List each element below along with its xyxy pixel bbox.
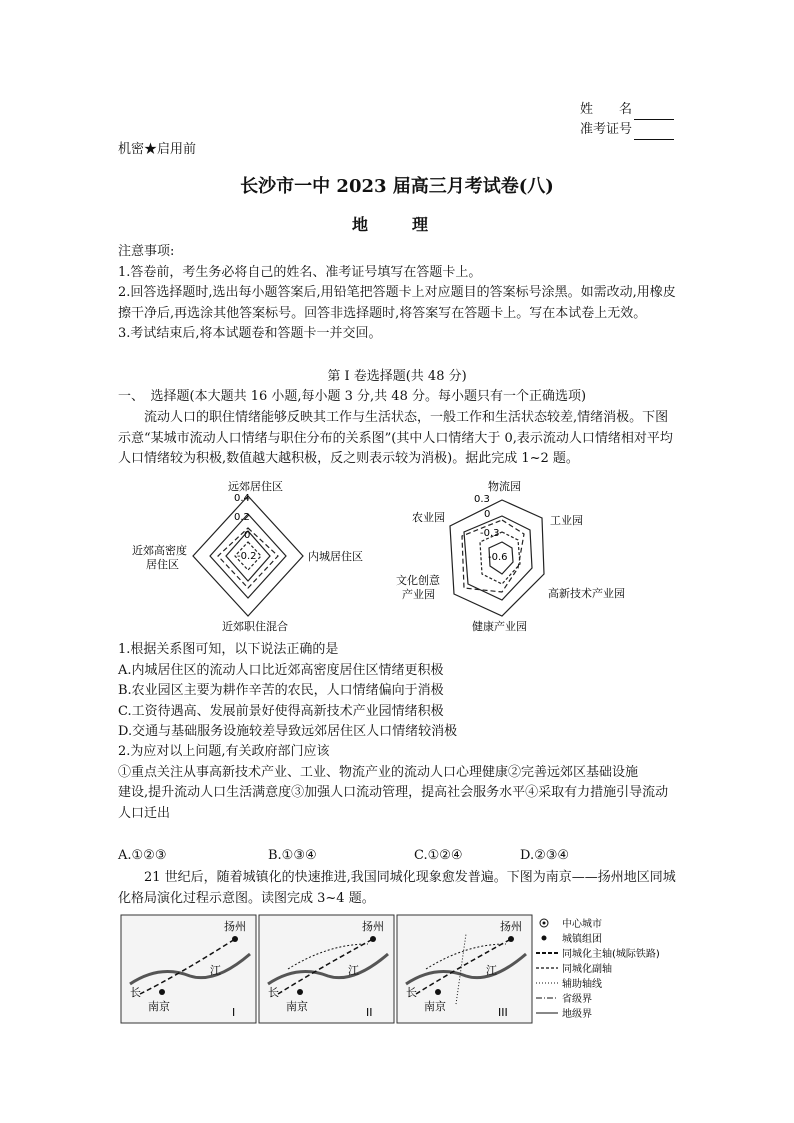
- label-lower-left-1: 文化创意: [396, 574, 440, 587]
- q2-option-d: D.②③④: [520, 848, 570, 863]
- legend-provincial-border: 省级界: [562, 994, 592, 1005]
- legend-prefecture-border: 地级界: [562, 1009, 592, 1020]
- q2-stem: 2.为应对以上问题,有关政府部门应该: [118, 744, 330, 759]
- map2-yangtze: 长: [268, 986, 279, 999]
- tick-neg02: -0.2: [237, 551, 257, 562]
- q2-option-a: A.①②③: [118, 848, 167, 863]
- map-2: [259, 915, 394, 1023]
- map1-south: 南京: [148, 1000, 170, 1013]
- map-3: [397, 915, 532, 1023]
- notice-item-2: 2.回答选择题时,选出每小题答案后,用铅笔把答题卡上对应题目的答案标号涂黑。如需改动,用橡皮擦干净后,再选涂其他答案标号。回答非选择题时,将答案写在答题卡上。写在本试卷上无效。: [118, 285, 676, 321]
- part1-title: 第 I 卷选择题(共 48 分): [327, 369, 467, 384]
- legend-main-axis: 同城化主轴(城际铁路): [562, 949, 660, 960]
- label-upper-right: 工业园: [550, 514, 583, 527]
- tick-02: 0.2: [234, 512, 250, 523]
- tick-03: 0.3: [474, 494, 490, 505]
- label-lower-left-2: 产业园: [402, 588, 435, 601]
- q2-option-b: B.①③④: [268, 848, 317, 863]
- label-upper-left: 农业园: [412, 511, 445, 524]
- label-top: 远郊居住区: [228, 480, 283, 493]
- map3-yangtze: 长: [406, 986, 417, 999]
- q1-stem: 1.根据关系图可知，以下说法正确的是: [118, 642, 339, 657]
- map-legend: [536, 917, 660, 1020]
- legend-town-cluster: 城镇组团: [562, 934, 602, 945]
- notice: [118, 242, 678, 345]
- notice-item-1: 1.答卷前，考生务必将自己的姓名、准考证号填写在答题卡上。: [118, 264, 482, 280]
- radar-chart-industrial: [392, 476, 682, 636]
- exam-no-blank: [634, 126, 674, 140]
- map2-south: 南京: [286, 1000, 308, 1013]
- label-left-1: 近郊高密度: [132, 544, 187, 557]
- name-label: 姓 名: [579, 102, 632, 117]
- section1-heading: 一、 选择题(本大题共 16 小题,每小题 3 分,共 48 分。每小题只有一个正确选项): [118, 389, 587, 404]
- tick-neg06: -0.6: [488, 552, 508, 563]
- notice-item-3: 3.考试结束后,将本试题卷和答题卡一并交回。: [118, 326, 382, 341]
- map1-river: 江: [210, 964, 221, 977]
- legend-central-city: 中心城市: [562, 919, 602, 930]
- passage2: 21 世纪后，随着城镇化的快速推进,我国同城化现象愈发普遍。下图为南京——扬州地区同城化格局演化过程示意图。读图完成 3~4 题。: [118, 870, 676, 906]
- map-1: [121, 915, 256, 1023]
- map2-roman: II: [366, 1006, 373, 1019]
- secret-mark: 机密★启用前: [118, 142, 197, 157]
- radar-chart-residential: [118, 476, 408, 636]
- map1-north: 扬州: [224, 920, 246, 933]
- map3-roman: III: [498, 1006, 508, 1019]
- q1-option-b: B.农业园区主要为耕作辛苦的农民，人口情绪偏向于消极: [118, 683, 444, 698]
- map2-river: 江: [348, 964, 359, 977]
- map3-south: 南京: [424, 1000, 446, 1013]
- label-right: 内城居住区: [308, 550, 363, 563]
- map1-yangtze: 长: [130, 986, 141, 999]
- exam-no-field: [580, 120, 674, 140]
- q2-line-1: ①重点关注从事高新技术产业、工业、物流产业的流动人口心理健康②完善远郊区基础设施: [118, 764, 639, 780]
- tick-0: 0: [244, 530, 251, 541]
- map1-roman: I: [232, 1006, 236, 1019]
- nanjing-yangzhou-maps: [120, 914, 680, 1026]
- nanjing-dot: [159, 989, 165, 995]
- question-1: [118, 640, 678, 743]
- name-field: [580, 100, 674, 120]
- question-2: [118, 742, 678, 824]
- subject-title: 地 理: [351, 215, 442, 234]
- q1-option-a: A.内城居住区的流动人口比近郊高密度居住区情绪更积极: [118, 662, 444, 678]
- label-left-2: 居住区: [146, 558, 179, 571]
- map3-river: 江: [486, 964, 497, 977]
- map2-north: 扬州: [362, 920, 384, 933]
- tick-0: 0: [484, 509, 491, 520]
- passage1: 流动人口的职住情绪能够反映其工作与生活状态，一般工作和生活状态较差,情绪消极。下图示意“某城市流动人口情绪与职住分布的关系图”(其中人口情绪大于 0,表示流动人口情绪相对平均人口情绪较为积极,数值越大越积极，反之则表示较为消极)。据此完成 1~2 题。: [118, 410, 673, 466]
- yangzhou-dot: [232, 936, 238, 942]
- q2-line-2: 建设,提升流动人口生活满意度③加强人口流动管理，提高社会服务水平④采取有力措施引导流动人口迁出: [118, 785, 669, 821]
- map3-north: 扬州: [500, 920, 522, 933]
- legend-secondary-axis: 同城化副轴: [562, 964, 612, 975]
- label-lower-right: 高新技术产业园: [548, 587, 625, 600]
- notice-heading: 注意事项:: [118, 244, 175, 259]
- exam-no-label: 准考证号: [579, 122, 632, 137]
- q1-option-c: C.工资待遇高、发展前景好使得高新技术产业园情绪积极: [118, 703, 444, 719]
- q1-option-d: D.交通与基础服务设施较差导致远郊居住区人口情绪较消极: [118, 724, 458, 739]
- label-bottom: 健康产业园: [472, 620, 527, 633]
- q2-option-c: C.①②④: [414, 848, 463, 863]
- tick-04: 0.4: [234, 493, 250, 504]
- label-top: 物流园: [488, 480, 521, 493]
- exam-title: 长沙市一中 2023 届高三月考试卷(八): [240, 176, 554, 197]
- name-blank: [634, 106, 674, 120]
- legend-auxiliary-axis: 辅助轴线: [562, 979, 602, 990]
- label-bottom: 近郊职住混合: [222, 620, 288, 633]
- tick-neg03: -0.3: [480, 528, 500, 539]
